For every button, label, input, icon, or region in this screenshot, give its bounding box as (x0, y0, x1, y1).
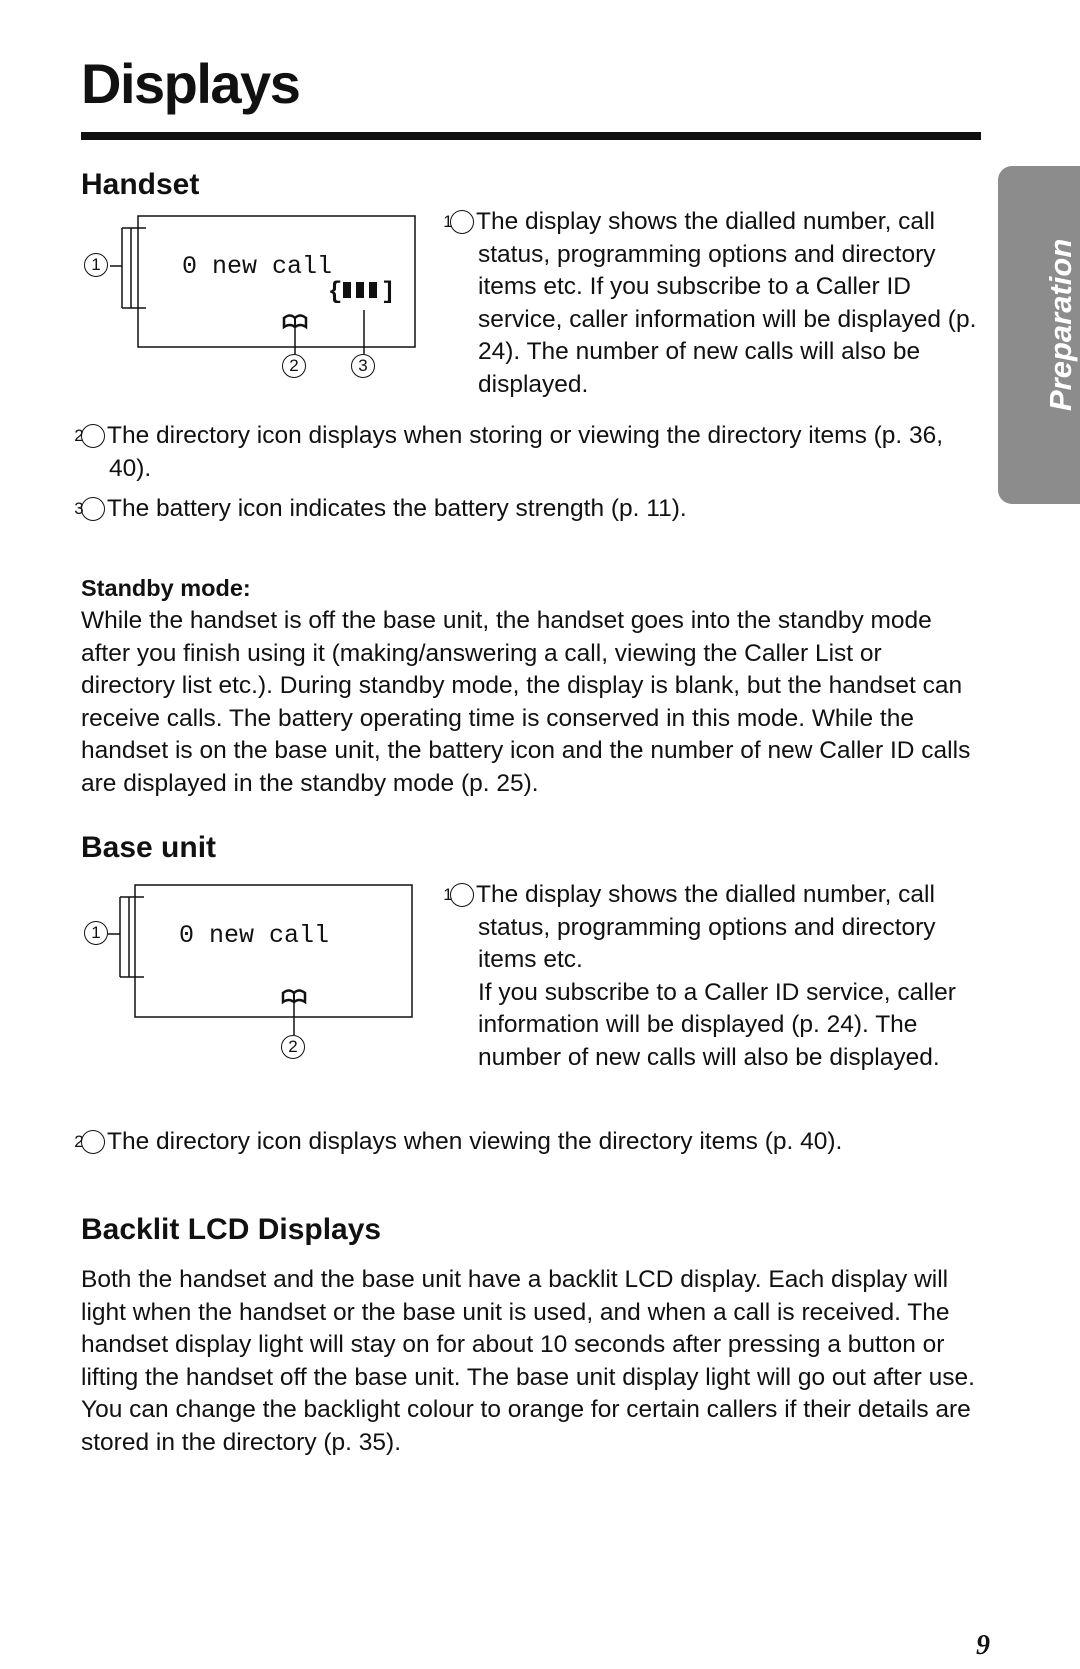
base-unit-desc-1a-text: The display shows the dialled number, call status, programming options and directory items etc. (476, 881, 936, 973)
handset-desc-2-text: The directory icon displays when storing or viewing the directory items (p. 36, 40). (107, 422, 944, 482)
number-marker: 2 (81, 424, 105, 448)
handset-desc-1 (443, 206, 980, 401)
page-number: 9 (976, 1630, 990, 1661)
base-unit-callout-1: 1 (84, 921, 108, 945)
standby-heading: Standby mode: (81, 575, 251, 601)
base-unit-lcd-diagram (78, 883, 418, 1063)
base-unit-desc-list (74, 1126, 981, 1159)
handset-desc-list (74, 420, 981, 526)
handset-lcd-diagram (78, 214, 418, 382)
handset-lcd-text: 0 new call (182, 252, 333, 281)
page-title: Displays (81, 52, 300, 115)
number-marker: 3 (81, 497, 105, 521)
base-unit-desc-1b-text: If you subscribe to a Caller ID service, caller information will be displayed (p. 24). The number of new calls will also be displayed. (478, 978, 956, 1071)
standby-text: While the handset is off the base unit, the handset goes into the standby mode after you finish using it (making/answering a call, viewing the Caller List or directory list etc.). During standby mode, the display is blank, but the handset can receive calls. The battery operating time is conserved in this mode. While the handset is on the base unit, the battery icon and the number of new Caller ID calls are displayed in the standby mode (p. 25). (81, 607, 971, 797)
number-marker: 1 (450, 883, 474, 907)
svg-text:{: { (328, 279, 343, 306)
backlit-heading: Backlit LCD Displays (81, 1213, 382, 1246)
handset-callout-1: 1 (84, 253, 108, 277)
handset-callout-3: 3 (351, 354, 375, 378)
backlit-text-2: You can change the backlight colour to orange for certain callers if their details are stored in the directory (p. 35). (81, 1396, 971, 1456)
svg-text:]: ] (381, 279, 396, 306)
base-unit-callout-2: 2 (281, 1035, 305, 1059)
base-unit-heading: Base unit (81, 831, 217, 864)
base-unit-lcd-lines (78, 883, 418, 1063)
number-marker: 1 (450, 210, 474, 234)
section-tab (998, 166, 1080, 504)
handset-desc-3-text: The battery icon indicates the battery strength (p. 11). (107, 495, 687, 522)
number-marker: 2 (81, 1130, 105, 1154)
base-unit-lcd-text: 0 new call (179, 921, 330, 950)
backlit-text-1: Both the handset and the base unit have a backlit LCD display. Each display will light when the handset or the base unit is used, and when a call is received. The handset display light will stay on for about 10 seconds after pressing a button or lifting the handset off the base unit. The base unit display light will go out after use. (81, 1266, 975, 1391)
base-unit-desc-2-text: The directory icon displays when viewing the directory items (p. 40). (107, 1128, 843, 1155)
handset-desc-1-text: The display shows the dialled number, call status, programming options and directory items etc. If you subscribe to a Caller ID service, caller information will be displayed (p. 24). The number of new calls will also be displayed. (476, 208, 977, 398)
section-tab-label: Preparation (1043, 238, 1078, 411)
base-unit-desc-1 (443, 879, 980, 1074)
title-rule (81, 132, 981, 140)
handset-heading: Handset (81, 168, 200, 201)
backlit-body (81, 1264, 981, 1459)
handset-callout-2: 2 (282, 354, 306, 378)
